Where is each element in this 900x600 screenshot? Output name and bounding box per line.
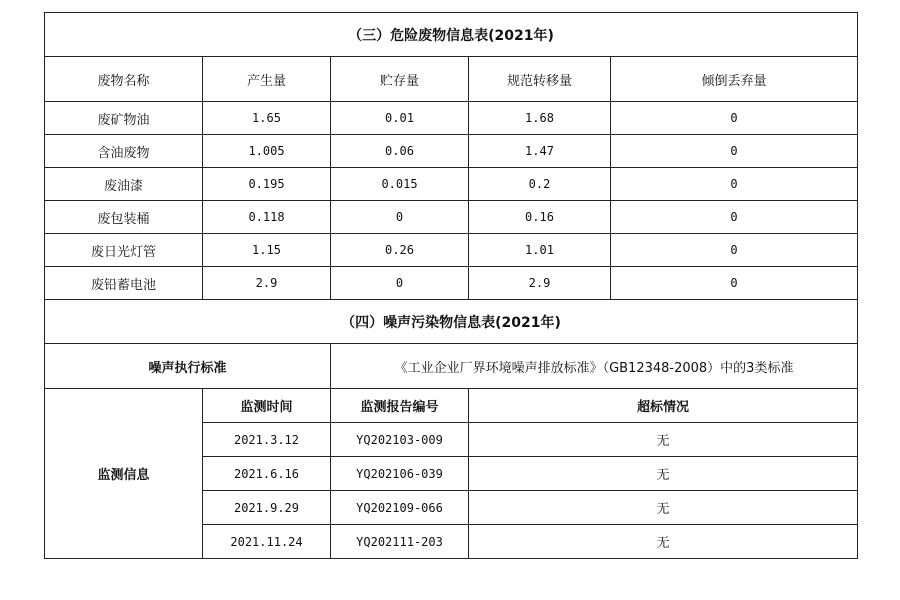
transferred-value: 1.68 [469,102,611,135]
exceed-status: 无 [469,491,858,525]
section3-title-row [45,13,858,57]
monitor-header-row [45,389,858,423]
stored-value: 0.01 [331,102,469,135]
header-exceed-status: 超标情况 [469,389,858,423]
transferred-value: 0.16 [469,201,611,234]
header-monitor-time: 监测时间 [203,389,331,423]
stored-value: 0.26 [331,234,469,267]
document-table-container [44,12,857,559]
generated-value: 1.15 [203,234,331,267]
header-waste-name: 废物名称 [45,57,203,102]
dumped-value: 0 [611,102,858,135]
generated-value: 1.65 [203,102,331,135]
noise-standard-value: 《工业企业厂界环境噪声排放标准》（GB12348-2008）中的3类标准 [331,344,858,389]
table-row [45,168,858,201]
transferred-value: 1.47 [469,135,611,168]
monitor-time: 2021.6.16 [203,457,331,491]
stored-value: 0.06 [331,135,469,168]
stored-value: 0.015 [331,168,469,201]
table-row [45,102,858,135]
header-stored: 贮存量 [331,57,469,102]
report-number: YQ202111-203 [331,525,469,559]
section3-title: （三）危险废物信息表(2021年) [45,13,858,57]
generated-value: 2.9 [203,267,331,300]
monitor-time: 2021.9.29 [203,491,331,525]
generated-value: 0.118 [203,201,331,234]
transferred-value: 2.9 [469,267,611,300]
exceed-status: 无 [469,423,858,457]
noise-standard-label: 噪声执行标准 [45,344,331,389]
exceed-status: 无 [469,457,858,491]
waste-name: 废油漆 [45,168,203,201]
monitor-info-label: 监测信息 [45,389,203,559]
table-row [45,234,858,267]
waste-info-table [44,12,858,559]
header-generated: 产生量 [203,57,331,102]
section3-header-row [45,57,858,102]
report-number: YQ202109-066 [331,491,469,525]
dumped-value: 0 [611,201,858,234]
waste-name: 废包装桶 [45,201,203,234]
generated-value: 1.005 [203,135,331,168]
header-transferred: 规范转移量 [469,57,611,102]
table-row [45,135,858,168]
section4-title-row [45,300,858,344]
generated-value: 0.195 [203,168,331,201]
dumped-value: 0 [611,234,858,267]
waste-name: 废日光灯管 [45,234,203,267]
transferred-value: 0.2 [469,168,611,201]
dumped-value: 0 [611,267,858,300]
noise-standard-row [45,344,858,389]
dumped-value: 0 [611,135,858,168]
waste-name: 废矿物油 [45,102,203,135]
header-dumped: 倾倒丢弃量 [611,57,858,102]
section4-title: （四）噪声污染物信息表(2021年) [45,300,858,344]
monitor-time: 2021.11.24 [203,525,331,559]
header-report-number: 监测报告编号 [331,389,469,423]
stored-value: 0 [331,267,469,300]
stored-value: 0 [331,201,469,234]
exceed-status: 无 [469,525,858,559]
dumped-value: 0 [611,168,858,201]
table-row [45,267,858,300]
table-row [45,201,858,234]
report-number: YQ202103-009 [331,423,469,457]
waste-name: 含油废物 [45,135,203,168]
monitor-time: 2021.3.12 [203,423,331,457]
transferred-value: 1.01 [469,234,611,267]
report-number: YQ202106-039 [331,457,469,491]
waste-name: 废铅蓄电池 [45,267,203,300]
